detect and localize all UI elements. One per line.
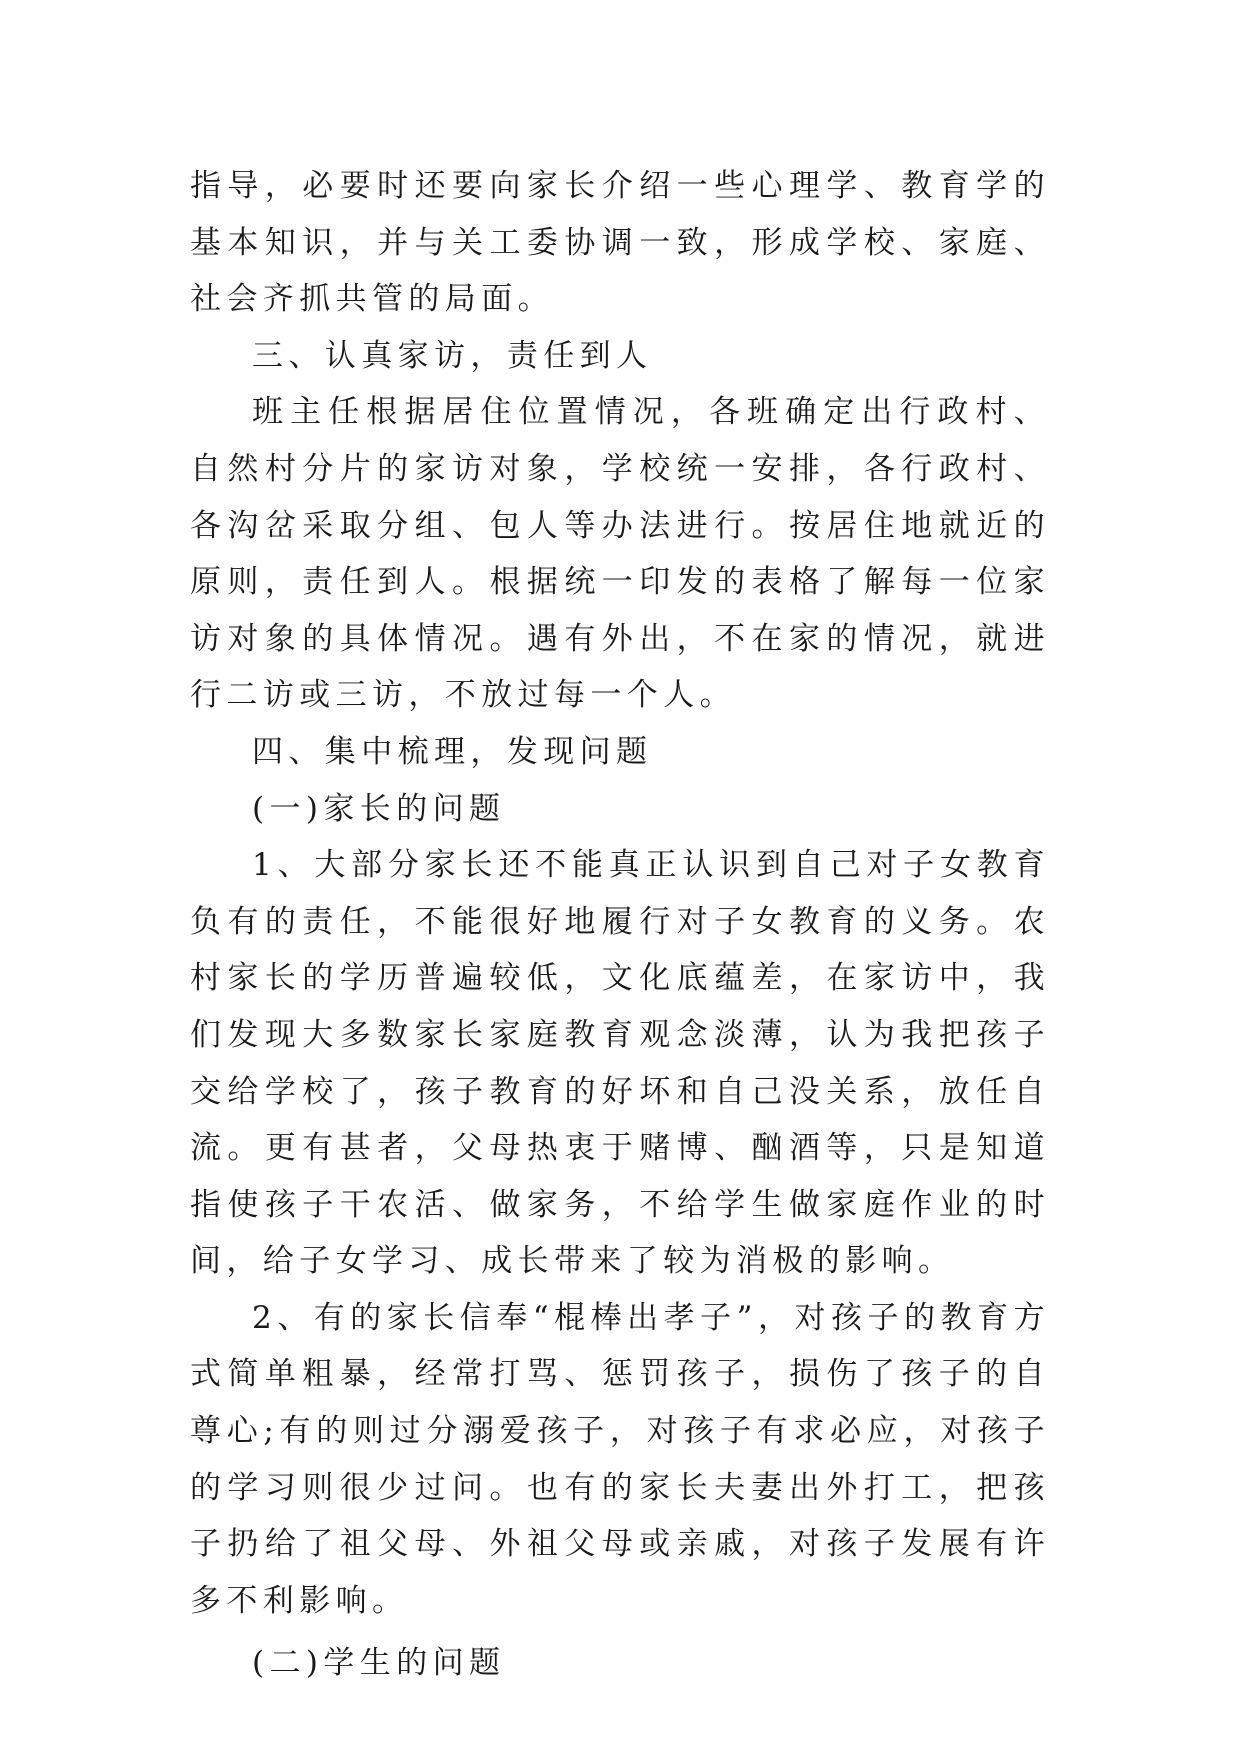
subheading-parents: (一)家长的问题 xyxy=(252,790,506,827)
section-heading-4: 四、集中梳理，发现问题 xyxy=(252,733,653,770)
section-heading-3: 三、认真家访，责任到人 xyxy=(252,337,653,374)
paragraph-parents-1: 1、大部分家长还不能真正认识到自己对子女教育负有的责任，不能很好地履行对子女教育的义务。农村家长的学历普遍较低，文化底蕴差，在家访中，我们发现大多数家长家庭教育观念淡薄，认为我把孩子交给学校了，孩子教育的好坏和自己没关系，放任自流。更有甚者，父母热衷于赌博、酗酒等，只是知道指使孩子干农活、做家务，不给学生做家庭作业的时间，给子女学习、成长带来了较为消极的影响。 xyxy=(190,847,1050,1280)
document-body xyxy=(190,158,1050,1692)
paragraph-parents-2: 2、有的家长信奉“棍棒出孝子”，对孩子的教育方式简单粗暴，经常打骂、惩罚孩子，损伤了孩子的自尊心;有的则过分溺爱孩子，对孩子有求必应，对孩子的学习则很少过问。也有的家长夫妻出外打工，把孩子扔给了祖父母、外祖父母或亲戚，对孩子发展有许多不利影响。 xyxy=(190,1299,1050,1619)
paragraph-home-visit: 班主任根据居住位置情况，各班确定出行政村、自然村分片的家访对象，学校统一安排，各行政村、各沟岔采取分组、包人等办法进行。按居住地就近的原则，责任到人。根据统一印发的表格了解每一位家访对象的具体情况。遇有外出，不在家的情况，就进行二访或三访，不放过每一个人。 xyxy=(190,394,1050,714)
subheading-students: (二)学生的问题 xyxy=(252,1645,506,1682)
paragraph-continuation: 指导，必要时还要向家长介绍一些心理学、教育学的基本知识，并与关工委协调一致，形成学校、家庭、社会齐抓共管的局面。 xyxy=(190,168,1050,318)
